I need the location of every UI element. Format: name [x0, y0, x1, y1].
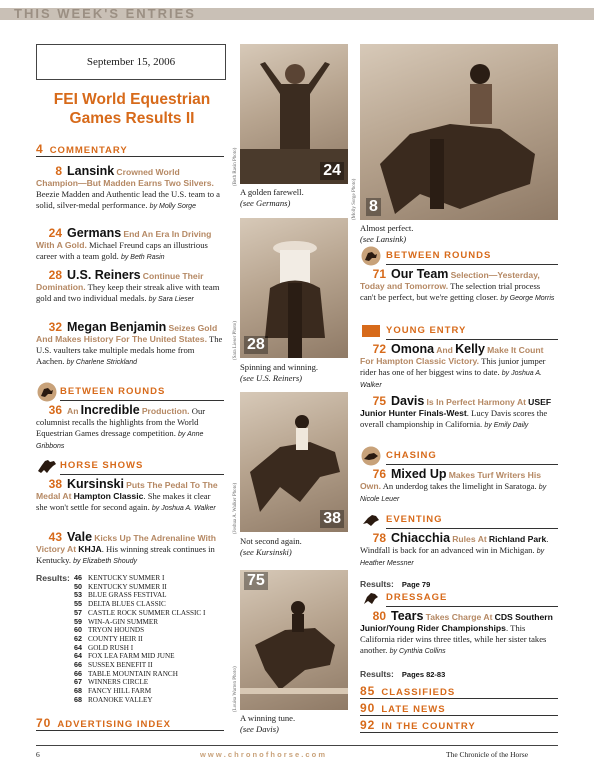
results-page: 66	[74, 668, 82, 678]
results-page: 59	[74, 616, 82, 626]
photo-credit-28: (Sara Lieser Photo)	[233, 321, 238, 360]
eventing-icon	[360, 510, 382, 530]
results-name: WIN-A-GIN SUMMER	[88, 617, 159, 626]
dressage-icon	[360, 588, 382, 608]
results-page: 64	[74, 651, 82, 661]
commentary-section[interactable]: 4 COMMENTARY	[36, 142, 224, 157]
caption-germans: A golden farewell. (see Germans)	[240, 187, 304, 208]
results-name: FANCY HILL FARM	[88, 687, 152, 696]
entry-incredible[interactable]: 36 An Incredible Production. Our columnist recalls the highlights from the World Equestrian Games dressage competition. by Anne Gribbons	[36, 403, 206, 450]
results-row[interactable]	[74, 678, 224, 687]
results-name: WINNERS CIRCLE	[88, 678, 149, 687]
results-list	[74, 574, 224, 705]
results-page: 67	[74, 677, 82, 687]
results-page: 57	[74, 607, 82, 617]
photo-number-8: 8	[366, 198, 381, 216]
page-number: 6	[36, 750, 40, 759]
left-column	[36, 142, 224, 157]
results-name: DELTA BLUES CLASSIC	[88, 600, 166, 609]
results-row[interactable]	[74, 609, 224, 618]
photo-number-75: 75	[244, 572, 268, 590]
footer-rule	[36, 745, 558, 746]
entry-tears[interactable]: 80 Tears Takes Charge At CDS Southern Junior/Young Rider Championships. This California rider wins three titles, while her sister takes another. by Cynthia Collins	[360, 609, 553, 655]
between-rounds-icon	[36, 382, 58, 402]
photo-germans	[240, 44, 348, 184]
caption-kursinski: Not second again. (see Kursinski)	[240, 536, 302, 557]
photo-lansink	[360, 44, 558, 220]
results-page: 62	[74, 633, 82, 643]
entry-mixed-up[interactable]: 76 Mixed Up Makes Turf Writers His Own. An underdog takes the limelight in Saratoga. by Nicole Leuer	[360, 467, 547, 503]
entry-lansink[interactable]: 8 Lansink Crowned World Champion—But Madden Earns Two Silvers. Beezie Madden and Authentic lead the U.S. team to a solid, silver-medal performance. by Molly Sorge	[36, 164, 220, 210]
results-page: 53	[74, 590, 82, 600]
results-label: Results:	[36, 573, 70, 583]
results-row[interactable]	[74, 661, 224, 670]
results-name: TABLE MOUNTAIN RANCH	[88, 669, 178, 678]
results-82-83: Results: Pages 82-83	[360, 669, 446, 679]
photo-credit-75: (Louisa Warren Photo)	[233, 666, 238, 712]
caption-reiners: Spinning and winning. (see U.S. Reiners)	[240, 362, 319, 383]
horse-shows-section[interactable]: HORSE SHOWS	[60, 460, 224, 475]
results-name: SUSSEX BENEFIT II	[88, 661, 153, 670]
photo-reiners	[240, 218, 348, 358]
entry-germans[interactable]: 24 Germans End An Era In Driving With A Gold. Michael Freund caps an illustrious career with a team gold. by Beth Rasin	[36, 226, 212, 261]
results-row[interactable]	[74, 696, 224, 705]
results-row[interactable]	[74, 635, 224, 644]
website-url[interactable]: w w w . c h r o n o f h o r s e . c o m	[200, 750, 326, 759]
caption-davis: A winning tune. (see Davis)	[240, 713, 296, 734]
advertising-index-section[interactable]: 70 ADVERTISING INDEX	[36, 716, 224, 731]
photo-credit-38: (Joshua A. Walker Photo)	[233, 482, 238, 534]
results-page: 64	[74, 642, 82, 652]
results-name: ROANOKE VALLEY	[88, 695, 153, 704]
results-row[interactable]	[74, 591, 224, 600]
between-rounds-section-left[interactable]: BETWEEN ROUNDS	[60, 386, 224, 401]
results-row[interactable]	[74, 652, 224, 661]
results-name: CASTLE ROCK SUMMER CLASSIC I	[88, 608, 206, 617]
chasing-icon	[360, 446, 382, 466]
page-header	[0, 0, 594, 26]
in-the-country-section[interactable]: 92 IN THE COUNTRY	[360, 718, 558, 733]
results-row[interactable]	[74, 687, 224, 696]
publication-name: The Chronicle of the Horse	[446, 750, 529, 759]
results-page: 55	[74, 599, 82, 609]
results-row[interactable]	[74, 600, 224, 609]
caption-lansink: Almost perfect. (see Lansink)	[360, 223, 414, 244]
photo-kursinski	[240, 392, 348, 532]
results-name: KENTUCKY SUMMER I	[88, 574, 165, 582]
young-entry-icon	[360, 321, 382, 341]
late-news-section[interactable]: 90 LATE NEWS	[360, 701, 558, 716]
results-name: FOX LEA FARM MID JUNE	[88, 652, 175, 661]
results-name: TRYON HOUNDS	[88, 626, 145, 635]
results-page: 68	[74, 694, 82, 704]
results-name: GOLD RUSH I	[88, 643, 134, 652]
chasing-section[interactable]: CHASING	[386, 450, 558, 465]
entry-vale[interactable]: 43 Vale Kicks Up The Adrenaline With Victory At KHJA. His winning streak continues in Kentucky. by Elizabeth Shoudy	[36, 530, 217, 565]
entry-davis[interactable]: 75 Davis Is In Perfect Harmony At USEF Junior Hunter Finals-West. Lucy Davis scores the overall championship in California. by Emily Daily	[360, 394, 552, 429]
photo-davis	[240, 570, 348, 710]
results-page: 46	[74, 573, 82, 582]
between-rounds-icon-right	[360, 246, 382, 266]
results-name: BLUE GRASS FESTIVAL	[88, 591, 167, 600]
entry-us-reiners[interactable]: 28 U.S. Reiners Continue Their Domination. They keep their streak alive with team gold and two individual medals. by Sara Lieser	[36, 268, 220, 303]
photo-number-28: 28	[244, 336, 268, 354]
results-name: COUNTY HEIR II	[88, 634, 143, 643]
between-rounds-section-right[interactable]: BETWEEN ROUNDS	[386, 250, 558, 265]
photo-number-24: 24	[320, 162, 344, 180]
header-title: THIS WEEK'S ENTRIES	[14, 6, 196, 21]
results-page: 68	[74, 686, 82, 696]
results-name: KENTUCKY SUMMER II	[88, 582, 167, 591]
results-row[interactable]	[74, 574, 224, 583]
entry-chiacchia[interactable]: 78 Chiacchia Rules At Richland Park. Windfall is back for an advanced win in Michigan. by Heather Messner	[360, 531, 549, 567]
feature-title: FEI World Equestrian Games Results II	[53, 91, 211, 127]
results-row[interactable]	[74, 626, 224, 635]
results-79: Results: Page 79	[360, 579, 431, 589]
classifieds-section[interactable]: 85 CLASSIFIEDS	[360, 684, 558, 699]
results-page: 50	[74, 581, 82, 591]
results-page: 60	[74, 625, 82, 635]
horse-shows-icon	[36, 456, 58, 476]
eventing-section[interactable]: EVENTING	[386, 514, 558, 529]
results-page: 66	[74, 660, 82, 670]
photo-credit-24: (Beth Rasin Photo)	[233, 147, 238, 186]
results-row[interactable]	[74, 618, 224, 627]
dressage-section[interactable]: DRESSAGE	[386, 592, 558, 607]
issue-date: September 15, 2006	[36, 44, 226, 80]
photo-number-38: 38	[320, 510, 344, 528]
young-entry-section[interactable]: YOUNG ENTRY	[386, 325, 558, 340]
photo-credit-8: (Molly Sorge Photo)	[352, 178, 357, 220]
entry-omona-kelly[interactable]: 72 Omona And Kelly Make It Count For Hampton Classic Victory. This junior jumper rider has one of her biggest wins to date. by Joshua A. Walker	[360, 342, 546, 389]
entry-kursinski[interactable]: 38 Kursinski Puts The Pedal To The Medal At Hampton Classic. She makes it clear she won't settle for second again. by Joshua A. Walker	[36, 477, 218, 512]
entry-megan-benjamin[interactable]: 32 Megan Benjamin Seizes Gold And Makes History For The United States. The U.S. vaulters take multiple medals home from Aachen. by Charlene Strickland	[36, 320, 223, 366]
entry-our-team[interactable]: 71 Our Team Selection—Yesterday, Today and Tomorrow. The selection trial process can't be perfect, but we're getting closer. by George Morris	[360, 267, 555, 302]
